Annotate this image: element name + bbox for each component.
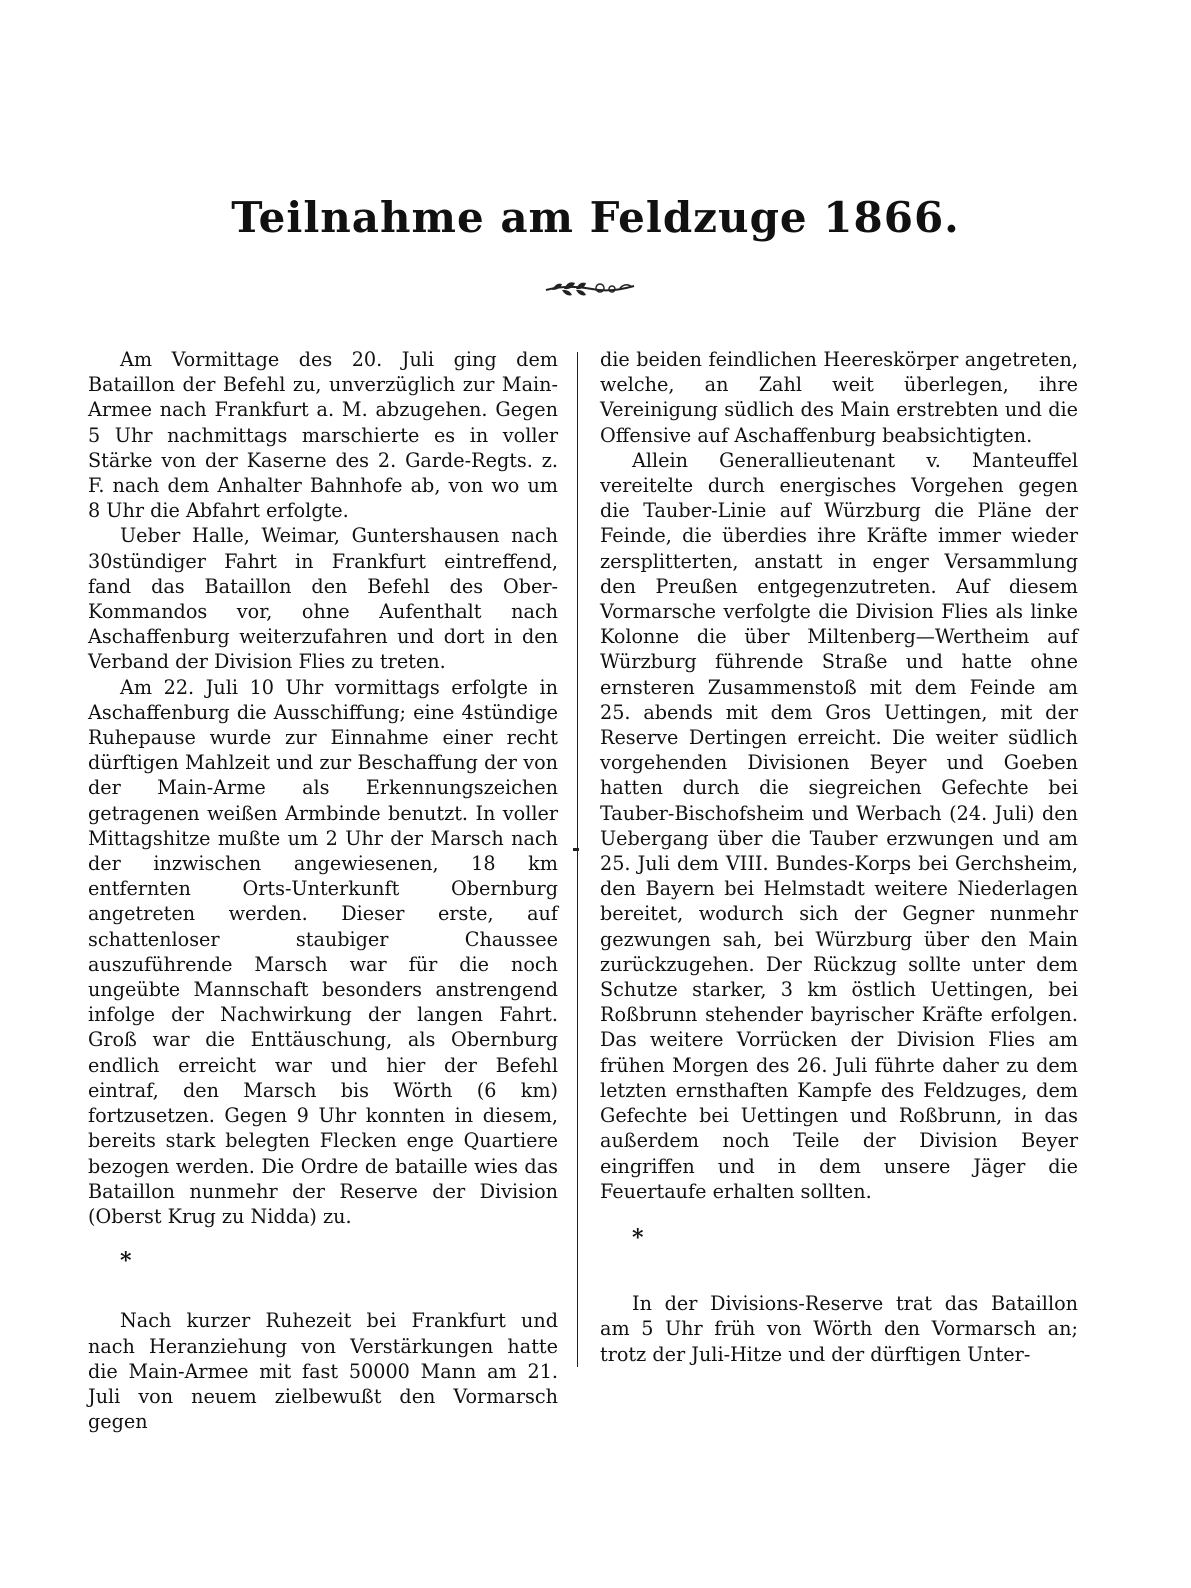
paragraph: Am Vormittage des 20. Juli ging dem Bataillon der Befehl zu, unverzüglich zur Main-Armee nach Frankfurt a. M. abzugehen. Gegen 5 Uhr nachmittags marschierte es in voller Stärke von der Kaserne des 2. Garde-Regts. z. F. nach dem Anhalter Bahnhofe ab, von wo um 8 Uhr die Abfahrt erfolgte. [88,348,558,523]
column-divider [577,352,578,1367]
paragraph: Nach kurzer Ruhezeit bei Frankfurt und nach Heranziehung von Verstärkungen hatte die Main-Armee mit fast 50000 Mann am 21. Juli von neuem zielbewußt den Vormarsch gegen [88,1309,558,1434]
paragraph: Am 22. Juli 10 Uhr vormittags erfolgte in Aschaffenburg die Ausschiffung; eine 4stündige Ruhepause wurde zur Einnahme einer recht dürftigen Mahlzeit und zur Beschaffung der von der Main-Arme als Erkennungszeichen getragenen weißen Armbinde benutzt. In voller Mittagshitze mußte um 2 Uhr der Marsch nach der inzwischen angewiesenen, 18 km entfernten Orts-Unterkunft Obernburg angetreten werden. Dieser erste, auf schattenloser staubiger Chaussee auszuführende Marsch war für die noch ungeübte Mannschaft besonders anstrengend infolge der Nachwirkung der langen Fahrt. Groß war die Enttäuschung, als Obernburg endlich erreicht war und hier der Befehl eintraf, den Marsch bis Wörth (6 km) fortzusetzen. Gegen 9 Uhr konnten in diesem, bereits stark belegten Flecken enge Quartiere bezogen werden. Die Ordre de bataille wies das Bataillon nunmehr der Reserve der Division (Oberst Krug zu Nidda) zu. [88,675,558,1228]
paragraph: Ueber Halle, Weimar, Guntershausen nach 30stündiger Fahrt in Frankfurt eintreffend, fand das Bataillon den Befehl des Ober-Kommandos vor, ohne Aufenthalt nach Aschaffenburg weiterzufahren und dort in den Verband der Division Flies zu treten. [88,524,558,674]
left-column [88,347,558,1434]
column-divider-mark [573,848,579,851]
page-title: Teilnahme am Feldzuge 1866. [231,193,960,242]
paragraph: In der Divisions-Reserve trat das Bataillon am 5 Uhr früh von Wörth den Vormarsch an; trotz der Juli-Hitze und der dürftigen Unter- [600,1292,1078,1366]
paragraph: Allein Generallieutenant v. Manteuffel vereitelte durch energisches Vorgehen gegen die Tauber-Linie auf Würzburg die Pläne der Feinde, die überdies ihre Kräfte immer wieder zersplitterten, anstatt in enger Versammlung den Preußen entgegenzutreten. Auf diesem Vormarsche verfolgte die Division Flies als linke Kolonne die über Miltenberg—Wertheim auf Würzburg führende Straße und hatte ohne ernsteren Zusammenstoß mit dem Feinde am 25. abends mit dem Gros Uettingen, mit der Reserve Dertingen erreicht. Die weiter südlich vorgehenden Divisionen Beyer und Goeben hatten durch die siegreichen Gefechte bei Tauber-Bischofsheim und Werbach (24. Juli) den Uebergang über die Tauber erzwungen und am 25. Juli dem VIII. Bundes-Korps bei Gerchsheim, den Bayern bei Helmstadt weitere Niederlagen bereitet, wodurch sich der Gegner nunmehr gezwungen sah, bei Würzburg über den Main zurückzugehen. Der Rückzug sollte unter dem Schutze starker, 3 km östlich Uettingen, bei Roßbrunn stehender bayrischer Kräfte erfolgen. Das weitere Vorrücken der Division Flies am frühen Morgen des 26. Juli führte daher zu dem letzten ernsthaften Kampfe des Feldzuges, dem Gefechte bei Uettingen und Roßbrunn, in das außerdem noch Teile der Division Beyer eingriffen und in dem unsere Jäger die Feuertaufe erhalten sollten. [600,448,1078,1203]
section-separator: * [632,1224,644,1251]
right-column [600,347,1078,1367]
section-separator: * [120,1248,132,1275]
paragraph-continuation: die beiden feindlichen Heereskörper angetreten, welche, an Zahl weit überlegen, ihre Vereinigung südlich des Main erstrebten und die Offensive auf Aschaffenburg beabsichtigten. [600,348,1078,447]
ornament-icon [540,276,640,300]
